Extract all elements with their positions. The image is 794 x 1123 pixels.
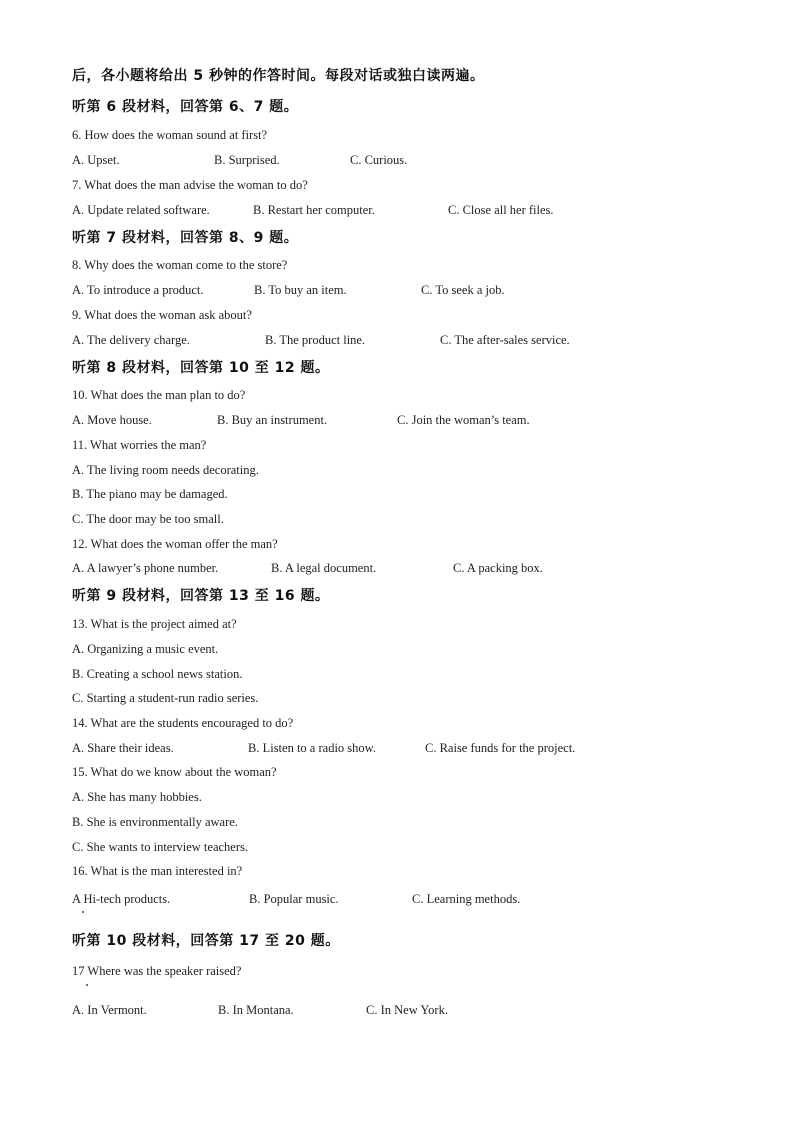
option-a: A. Share their ideas. bbox=[72, 741, 174, 755]
instruction-text: 后，各小题将给出 5 秒钟的作答时间。每段对话或独白读两遍。 bbox=[72, 68, 485, 84]
section-header: 听第 8 段材料，回答第 10 至 12 题。 bbox=[72, 360, 330, 376]
question-10: 10. What does the man plan to do? bbox=[72, 388, 246, 402]
question-6: 6. How does the woman sound at first? bbox=[72, 128, 268, 142]
option-a: A. To introduce a product. bbox=[72, 283, 204, 297]
option-a: A. Upset. bbox=[72, 153, 120, 167]
option-a: A. Organizing a music event. bbox=[72, 642, 219, 656]
option-a: A. In Vermont. bbox=[72, 1003, 147, 1017]
question-12: 12. What does the woman offer the man? bbox=[72, 537, 278, 551]
option-b: B. In Montana. bbox=[218, 1003, 294, 1017]
option-c: C. Close all her files. bbox=[448, 203, 554, 217]
option-b: B. A legal document. bbox=[271, 561, 377, 575]
stray-mark bbox=[86, 984, 88, 986]
option-c: C. She wants to interview teachers. bbox=[72, 840, 248, 854]
option-c: C. Learning methods. bbox=[412, 892, 521, 906]
question-13: 13. What is the project aimed at? bbox=[72, 617, 237, 631]
question-14: 14. What are the students encouraged to do? bbox=[72, 716, 294, 730]
stray-mark bbox=[82, 911, 84, 913]
option-a: A. A lawyer’s phone number. bbox=[72, 561, 219, 575]
question-16: 16. What is the man interested in? bbox=[72, 864, 243, 878]
option-b: B. The piano may be damaged. bbox=[72, 487, 228, 501]
option-b: B. Creating a school news station. bbox=[72, 667, 243, 681]
option-a: A. Update related software. bbox=[72, 203, 210, 217]
option-a: A. The delivery charge. bbox=[72, 333, 190, 347]
question-8: 8. Why does the woman come to the store? bbox=[72, 258, 288, 272]
option-c: C. Curious. bbox=[350, 153, 408, 167]
option-b: B. Buy an instrument. bbox=[217, 413, 328, 427]
option-b: B. She is environmentally aware. bbox=[72, 815, 238, 829]
question-17: 17 Where was the speaker raised? bbox=[72, 964, 242, 978]
option-b: B. The product line. bbox=[265, 333, 366, 347]
option-a: A Hi-tech products. bbox=[72, 892, 171, 906]
section-header: 听第 9 段材料，回答第 13 至 16 题。 bbox=[72, 588, 330, 604]
option-c: C. To seek a job. bbox=[421, 283, 505, 297]
option-a: A. She has many hobbies. bbox=[72, 790, 202, 804]
option-b: B. Popular music. bbox=[249, 892, 339, 906]
option-b: B. Restart her computer. bbox=[253, 203, 375, 217]
option-c: C. In New York. bbox=[366, 1003, 448, 1017]
section-header: 听第 6 段材料，回答第 6、7 题。 bbox=[72, 99, 299, 115]
option-a: A. Move house. bbox=[72, 413, 152, 427]
option-c: C. Starting a student-run radio series. bbox=[72, 691, 259, 705]
option-a: A. The living room needs decorating. bbox=[72, 463, 259, 477]
section-header: 听第 10 段材料，回答第 17 至 20 题。 bbox=[72, 933, 340, 949]
option-c: C. Join the woman’s team. bbox=[397, 413, 530, 427]
option-b: B. To buy an item. bbox=[254, 283, 347, 297]
option-b: B. Listen to a radio show. bbox=[248, 741, 376, 755]
option-c: C. Raise funds for the project. bbox=[425, 741, 576, 755]
question-15: 15. What do we know about the woman? bbox=[72, 765, 277, 779]
section-header: 听第 7 段材料，回答第 8、9 题。 bbox=[72, 230, 299, 246]
option-c: C. The door may be too small. bbox=[72, 512, 224, 526]
question-7: 7. What does the man advise the woman to do? bbox=[72, 178, 308, 192]
option-b: B. Surprised. bbox=[214, 153, 280, 167]
question-11: 11. What worries the man? bbox=[72, 438, 207, 452]
question-9: 9. What does the woman ask about? bbox=[72, 308, 252, 322]
option-c: C. A packing box. bbox=[453, 561, 543, 575]
option-c: C. The after-sales service. bbox=[440, 333, 570, 347]
